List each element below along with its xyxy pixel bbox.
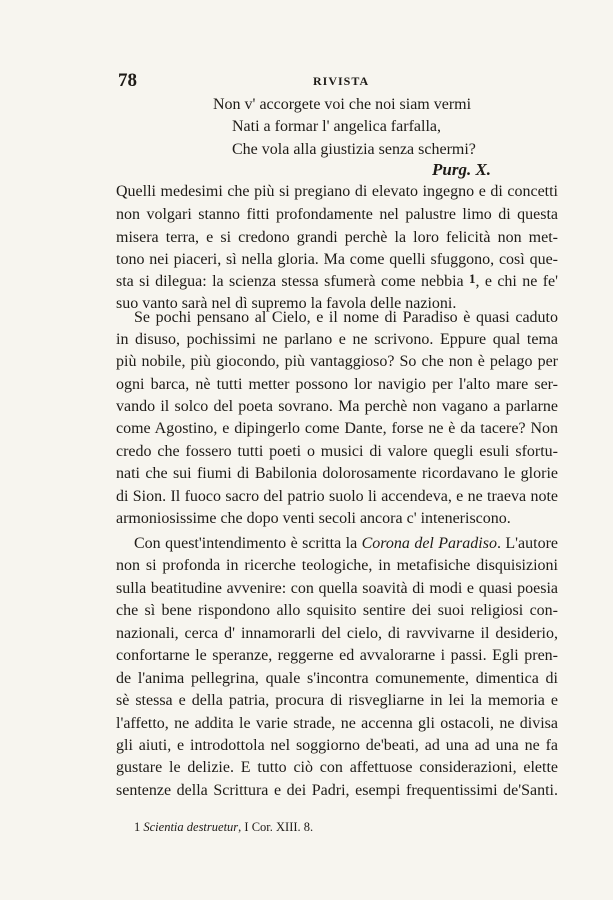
text-line: Quelli medesimi che più si pregiano di elevato ingegno e di concetti [116,183,558,200]
footnote [134,820,313,835]
text-line: non si profonda in ricerche teologiche, in metafisiche disquisizioni [116,557,558,574]
text-line: sentenze della Scrittura e dei Padri, esempi frequentissimi de'Santi. [116,782,558,799]
verse-line: Nati a formar l' angelica farfalla, [232,118,441,135]
text-line: come Agostino, e dipingerlo come Dante, forse ne è da tacere? Non [116,420,558,437]
text-line [116,272,558,292]
text-line: in disuso, pochissimi ne parlano e ne scrivono. Eppure qual tema [116,331,558,348]
text-line: misera terra, e si credono grandi perchè la loro felicità non met- [116,229,558,246]
text-fragment: , e chi ne fe' [475,273,558,290]
page-header [118,70,556,94]
footnote-marker: 1 [134,820,141,834]
text-line: ogni barca, nè tutti metter possono lor navigio per l'alto mare ser- [116,376,558,393]
text-line: nazionali, cerca d' innamorarli del cielo, di ravvivarne il desiderio, [116,625,558,642]
text-line: tono nei piaceri, sì nella gloria. Ma come quelli sfuggono, così que- [116,251,558,268]
text-line: che sì bene rispondono allo squisito sentire dei suoi religiosi con- [116,602,558,619]
text-line: nati che sui fiumi di Babilonia dolorosamente ricordavano le glorie [116,465,558,482]
text-line: più nobile, più giocondo, più vantaggioso? So che non è pelago per [116,353,558,370]
text-line: sè stessa e della patria, procura di risvegliarne in lei la memoria e [116,692,558,709]
text-fragment: . L'autore [496,535,559,552]
running-head: RIVISTA [313,74,370,88]
text-fragment: Con quest'intendimento è scritta la [134,535,358,552]
text-line: suo vanto sarà nel dì supremo la favola delle nazioni. [116,295,457,312]
text-line: confortarne le speranze, reggerne ed avvalorarne i passi. Egli pren- [116,647,558,664]
page-number: 78 [118,70,137,91]
verse-line: Che vola alla giustizia senza schermi? [232,141,476,158]
footnote-reference: , I Cor. XIII. 8. [238,820,314,834]
text-line [134,534,558,554]
text-line: non volgari stanno fitti profondamente nel palustre limo di questa [116,206,558,223]
verse-line: Non v' accorgete voi che noi siam vermi [213,96,472,113]
text-line: vando il solco del poeta sovrano. Ma perchè non vagano a parlarne [116,398,558,415]
book-title: Corona del Paradiso [361,535,497,552]
text-line: credo che fossero tutti poeti o musici di valore quegli esuli sfortu- [116,443,558,460]
text-line: gli aiuti, e introdottola nel soggiorno de'beati, ad una ad una ne fa [116,737,558,754]
text-line: de l'anima pellegrina, quale s'incontra comunemente, dimentica di [116,670,558,687]
text-line: sulla beatitudine avvenire: con quella soavità di modi e quasi poesia [116,580,558,597]
text-line: l'affetto, ne addita le varie strade, ne accenna gli ostacoli, ne divisa [116,715,558,732]
text-fragment: sta si dilegua: la scienza stessa sfumerà come nebbia [116,273,464,290]
text-line: armoniosissime che dopo venti secoli ancora c' inteneriscono. [116,510,511,527]
text-line: gustare le delizie. E tutto ciò con affettuose considerazioni, elette [116,759,558,776]
footnote-quote: Scientia destruetur [143,820,239,834]
footnote-ref: 1 [469,271,476,286]
verse-citation: Purg. X. [432,160,492,179]
text-line: Se pochi pensano al Cielo, e il nome di Paradiso è quasi caduto [134,309,558,326]
text-line: di Sion. Il fuoco sacro del patrio suolo li accendeva, e ne traeva note [116,488,558,505]
